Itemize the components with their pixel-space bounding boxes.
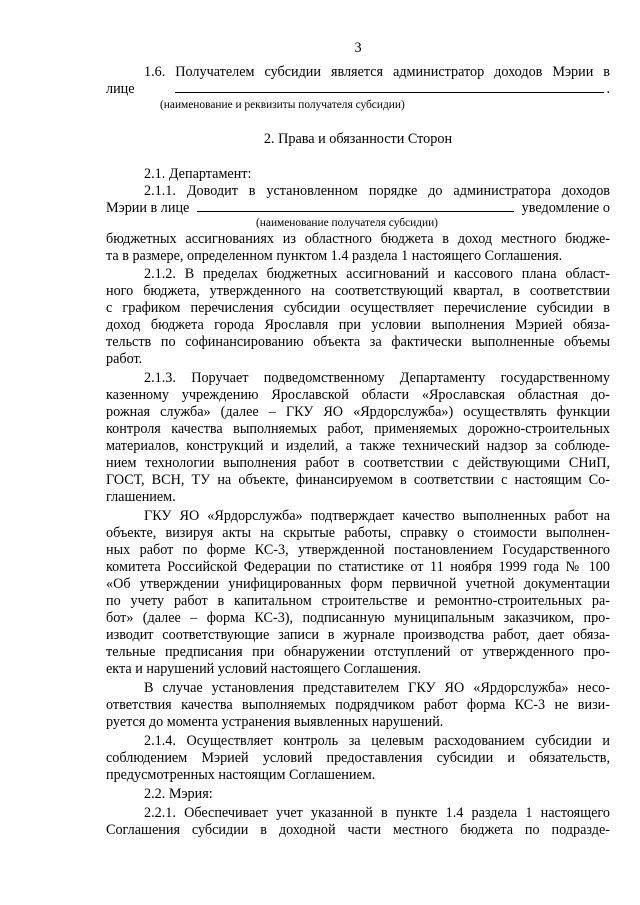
p213-line: контроля качества выполняемых работ, применяемых дорожно-строительных xyxy=(106,421,610,437)
p-gku-line: комитета Российской Федерации по статистике от 11 ноября 1999 года № 100 xyxy=(106,559,610,575)
recipient-name-blank-line xyxy=(197,200,513,212)
p213-line: 2.1.3. Поручает подведомственному Департаменту государственному xyxy=(144,370,610,386)
p16-line1: 1.6. Получателем субсидии является администратор доходов Мэрии в xyxy=(144,64,610,80)
p-gku-line: изводит соответствующие записи в журнале производства работ, дает обяза- xyxy=(106,627,610,643)
p211-line3: бюджетных ассигнованиях из областного бюджета в доход местного бюдже- xyxy=(106,231,610,247)
p-case-line: ответствия качества выполняемых подрядчиком работ форма КС-3 не визи- xyxy=(106,697,610,713)
p214-line: 2.1.4. Осуществляет контроль за целевым расходованием субсидии и xyxy=(144,733,610,749)
p211-line2-label: Мэрии в лице xyxy=(106,200,190,216)
p211-line4: та в размере, определенном пунктом 1.4 раздела 1 настоящего Соглашения. xyxy=(106,248,563,264)
p221-line: 2.2.1. Обеспечивает учет указанной в пункте 1.4 раздела 1 настоящего xyxy=(144,805,610,821)
p211-caption: (наименование получателя субсидии) xyxy=(256,217,438,229)
p16-line2 xyxy=(106,81,610,98)
p211-line1: 2.1.1. Доводит в установленном порядке до администратора доходов xyxy=(144,183,610,199)
p16-line2-end: . xyxy=(606,81,610,97)
p-gku-line: тельные предписания при обнаружении отступлений от утвержденного про- xyxy=(106,644,610,660)
p212-line: с графиком перечисления субсидии осуществляет перечисление субсидии в xyxy=(106,300,610,316)
p212-line: доход бюджета города Ярославля при условии выполнения Мэрией обяза- xyxy=(106,317,610,333)
p212-line: 2.1.2. В пределах бюджетных ассигнований и кассового плана област- xyxy=(144,266,610,282)
p-gku-line: «Об утверждении унифицированных форм первичной учетной документации xyxy=(106,576,610,592)
section2-title: 2. Права и обязанности Сторон xyxy=(263,131,453,147)
p221-line: Соглашения субсидии в доходной части местного бюджета по подразде- xyxy=(106,822,610,838)
p-case-line: руется до момента устранения выявленных нарушений. xyxy=(106,714,444,730)
p211-line2 xyxy=(106,200,610,217)
p22-heading: 2.2. Мэрия: xyxy=(144,786,213,802)
p213-line: рожная служба» (далее – ГКУ ЯО «Ярдорслужба») осуществлять функции xyxy=(106,404,610,420)
p211-line2-end: уведомление о xyxy=(521,200,610,216)
p-gku-line: бот» (далее – форма КС-3), подписанную муниципальным заказчиком, про- xyxy=(106,610,610,626)
p212-line: тельств по софинансированию объекта за фактически выполненные объемы xyxy=(106,334,610,350)
p16-line2-label: лице xyxy=(106,81,135,97)
p212-line: работ. xyxy=(106,351,143,367)
p213-line: нием технологии выполнения работ в соответствии с действующими СНиП, xyxy=(106,455,610,471)
p212-line: ного бюджета, утвержденного на соответствующий квартал, в соответствии xyxy=(106,283,610,299)
p213-line: ГОСТ, ВСН, ТУ на объекте, финансируемом в соответствии с настоящим Со- xyxy=(106,472,610,488)
p21-heading: 2.1. Департамент: xyxy=(144,166,252,182)
recipient-blank-line xyxy=(175,81,605,93)
p214-line: соблюдением Мэрией условий предоставления субсидии и обязательств, xyxy=(106,750,610,766)
p213-line: глашением. xyxy=(106,489,176,505)
p214-line: предусмотренных настоящим Соглашением. xyxy=(106,767,376,783)
p-gku-line: объекте, визируя акты на скрытые работы, справку о стоимости выполнен- xyxy=(106,525,610,541)
p213-line: материалов, конструкций и изделий, а также технический надзор за соблюде- xyxy=(106,438,610,454)
p-gku-line: екта и нарушений условий настоящего Соглашения. xyxy=(106,661,422,677)
p-gku-line: по учету работ в капитальном строительстве и ремонтно-строительных ра- xyxy=(106,593,610,609)
p213-line: казенному учреждению Ярославской области «Ярославская областная до- xyxy=(106,387,610,403)
p-gku-line: ГКУ ЯО «Ярдорслужба» подтверждает качество выполненных работ на xyxy=(144,508,610,524)
page-number: 3 xyxy=(354,40,362,56)
p16-caption: (наименование и реквизиты получателя субсидии) xyxy=(160,99,405,111)
p-gku-line: ных работ по форме КС-3, утвержденной постановлением Государственного xyxy=(106,542,610,558)
p-case-line: В случае установления представителем ГКУ ЯО «Ярдорслужба» несо- xyxy=(144,680,610,696)
